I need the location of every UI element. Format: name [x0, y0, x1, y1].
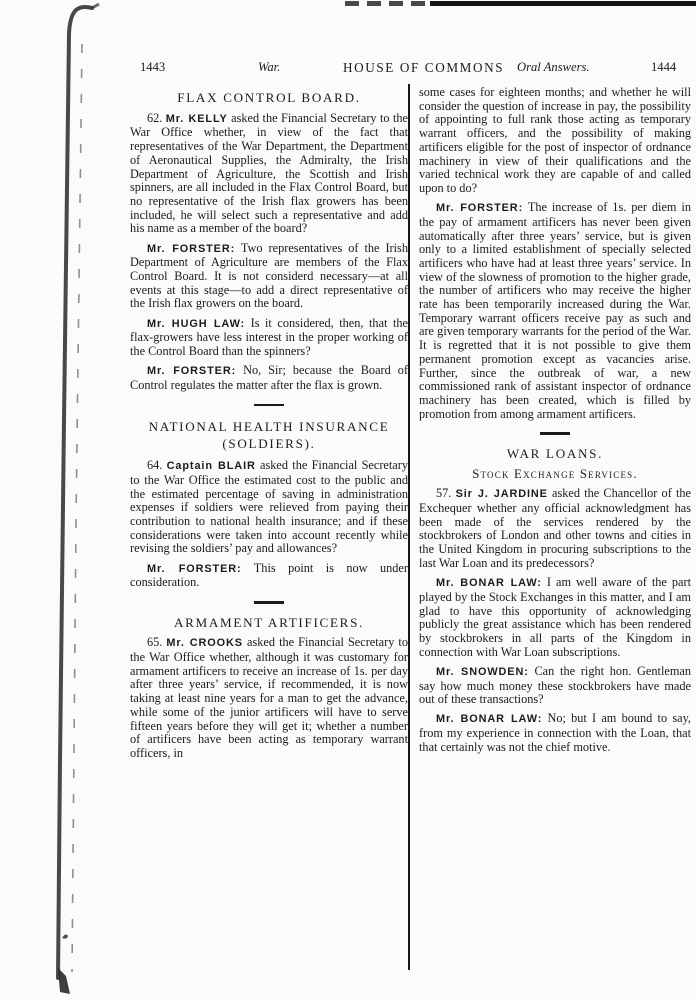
paragraph: Mr. FORSTER: This point is now under consideration. [130, 560, 408, 590]
paragraph: Mr. FORSTER: The increase of 1s. per diem in the pay of armament artificers has never been given automatically after three years’ service, but is given only to a limited establishment of specially selected artificers who have had at least three years’ service. In view of the slowness of promotion to the higher grade, the number of artificers who may receive the higher rate has been temporarily increased during the War. Temporary warrant officers receive pay as such and are given temporary warrants for the period of the War. It is regretted that it is not possible to give them permanent promotion except as vacancies arise. Further, since the outbreak of war, a new commissioned rank of assistant inspector of ordnance machinery has been created, which is filled by promotion from among armament artificers. [419, 200, 691, 421]
paragraph: Mr. FORSTER: No, Sir; because the Board of Control regulates the matter after the flax is grown. [130, 363, 408, 392]
right-column [419, 86, 691, 760]
question-number: 57. [436, 486, 456, 501]
speaker-name: Mr. FORSTER: [147, 242, 236, 255]
section-heading: ARMAMENT ARTIFICERS. [173, 614, 365, 630]
running-title-left: War. [258, 60, 281, 74]
paragraph-continuation: some cases for eighteen months; and whether he will consider the question of increase in pay, the possibility of appointing to full rank those acting as temporary warrant officers, and the possibility of making artificers eligible for the post of inspector of ordnance machinery in view of their qualifications and the varied technical work they are capable of and called upon to do? [419, 85, 691, 195]
scan-edge-rule-solid [430, 1, 696, 6]
page-number-left: 1443 [140, 60, 166, 74]
left-column [130, 86, 408, 766]
section-divider [254, 601, 284, 604]
paragraph: 64. Captain BLAIR asked the Financial Secretary to the War Office the estimated cost to the public and the estimated percentage of saving in administration expenses if soldiers were relieved from paying their contribution to national health insurance; and if these considerations were taken into account recently while revising the soldiers’ pay and allowances? [130, 458, 409, 556]
speaker-name: Mr. SNOWDEN: [436, 665, 529, 678]
section-heading: NATIONAL HEALTH INSURANCE (SOLDIERS). [148, 419, 390, 452]
paragraph: Mr. BONAR LAW: No; but I am bound to say, from my experience in connection with the Loan, that that certainly was not the chief motive. [419, 711, 691, 754]
speaker-name: Mr. FORSTER: [147, 365, 237, 378]
running-title-center: HOUSE OF COMMONS [343, 60, 505, 75]
column-divider-rule [408, 84, 410, 970]
section-subheading: Stock Exchange Services. [472, 466, 638, 481]
question-number: 64. [147, 458, 167, 473]
paragraph: Mr. BONAR LAW: I am well aware of the part played by the Stock Exchanges in this matter, and I am glad to have this opportunity of acknowledging publicly the great assistance which has been rendered by stockbrokers in all parts of the Kingdom in connection with War Loan subscriptions. [419, 575, 692, 659]
paragraph: 62. Mr. KELLY asked the Financial Secretary to the War Office whether, in view of the fact that representatives of the War Department, the Department of Aeronautical Supplies, the Admiralty, the Irish Department of Agriculture, the Scottish and Irish spinners, are all included in the Flax Control Board, but no representative of the Irish flax growers has been included, he will select such a representative and add his name as a member of the board? [130, 110, 408, 236]
question-number: 62. [147, 110, 166, 125]
speaker-name: Captain BLAIR [166, 460, 256, 473]
speaker-name: Mr. FORSTER: [147, 562, 242, 575]
speaker-name: Sir J. JARDINE [455, 488, 548, 501]
speaker-name: Mr. KELLY [165, 112, 228, 125]
speaker-name: Mr. HUGH LAW: [147, 317, 246, 330]
page-number-right: 1444 [651, 60, 677, 74]
paragraph: Mr. FORSTER: Two representatives of the Irish Department of Agriculture are members of the Flax Control Board. It is not considerd necessary—at all events at this stage—to add a direct representative of the Irish flax growers on the board. [130, 240, 408, 311]
paragraph: 65. Mr. CROOKS asked the Financial Secretary to the War Office whether, although it was customary for armament artificers to receive an increase of 1s. per day after three years’ service, if recommended, it is now taking at least nine years for a man to get the advance, while some of the junior artificers will have to serve fifteen years before they will get it; whether a number of artificers have been acting as temporary warrant officers, in [130, 635, 409, 760]
speaker-name: Mr. FORSTER: [436, 202, 524, 215]
question-number: 65. [147, 635, 167, 650]
section-divider [254, 404, 284, 407]
running-title-right: Oral Answers. [517, 60, 590, 74]
paragraph: Mr. SNOWDEN: Can the right hon. Gentleman say how much money these stockbrokers have made out of these transactions? [419, 663, 691, 707]
section-heading: WAR LOANS. [506, 445, 604, 461]
paragraph: 57. Sir J. JARDINE asked the Chancellor of the Exchequer whether any official acknowledgment has been made of the services rendered by the stockbrokers of London and other towns and cities in the United Kingdom in procuring subscriptions to the last War Loan and its predecessors? [419, 486, 691, 570]
scan-edge-rule-dashed [345, 1, 433, 6]
speaker-name: Mr. BONAR LAW: [436, 713, 543, 726]
paragraph: Mr. HUGH LAW: Is it considered, then, that the flax-growers have less interest in the proper working of the Control Board than the spinners? [130, 315, 408, 358]
speaker-name: Mr. BONAR LAW: [436, 577, 542, 590]
section-heading: FLAX CONTROL BOARD. [177, 90, 361, 105]
speaker-name: Mr. CROOKS [166, 637, 243, 650]
section-divider [540, 432, 570, 435]
